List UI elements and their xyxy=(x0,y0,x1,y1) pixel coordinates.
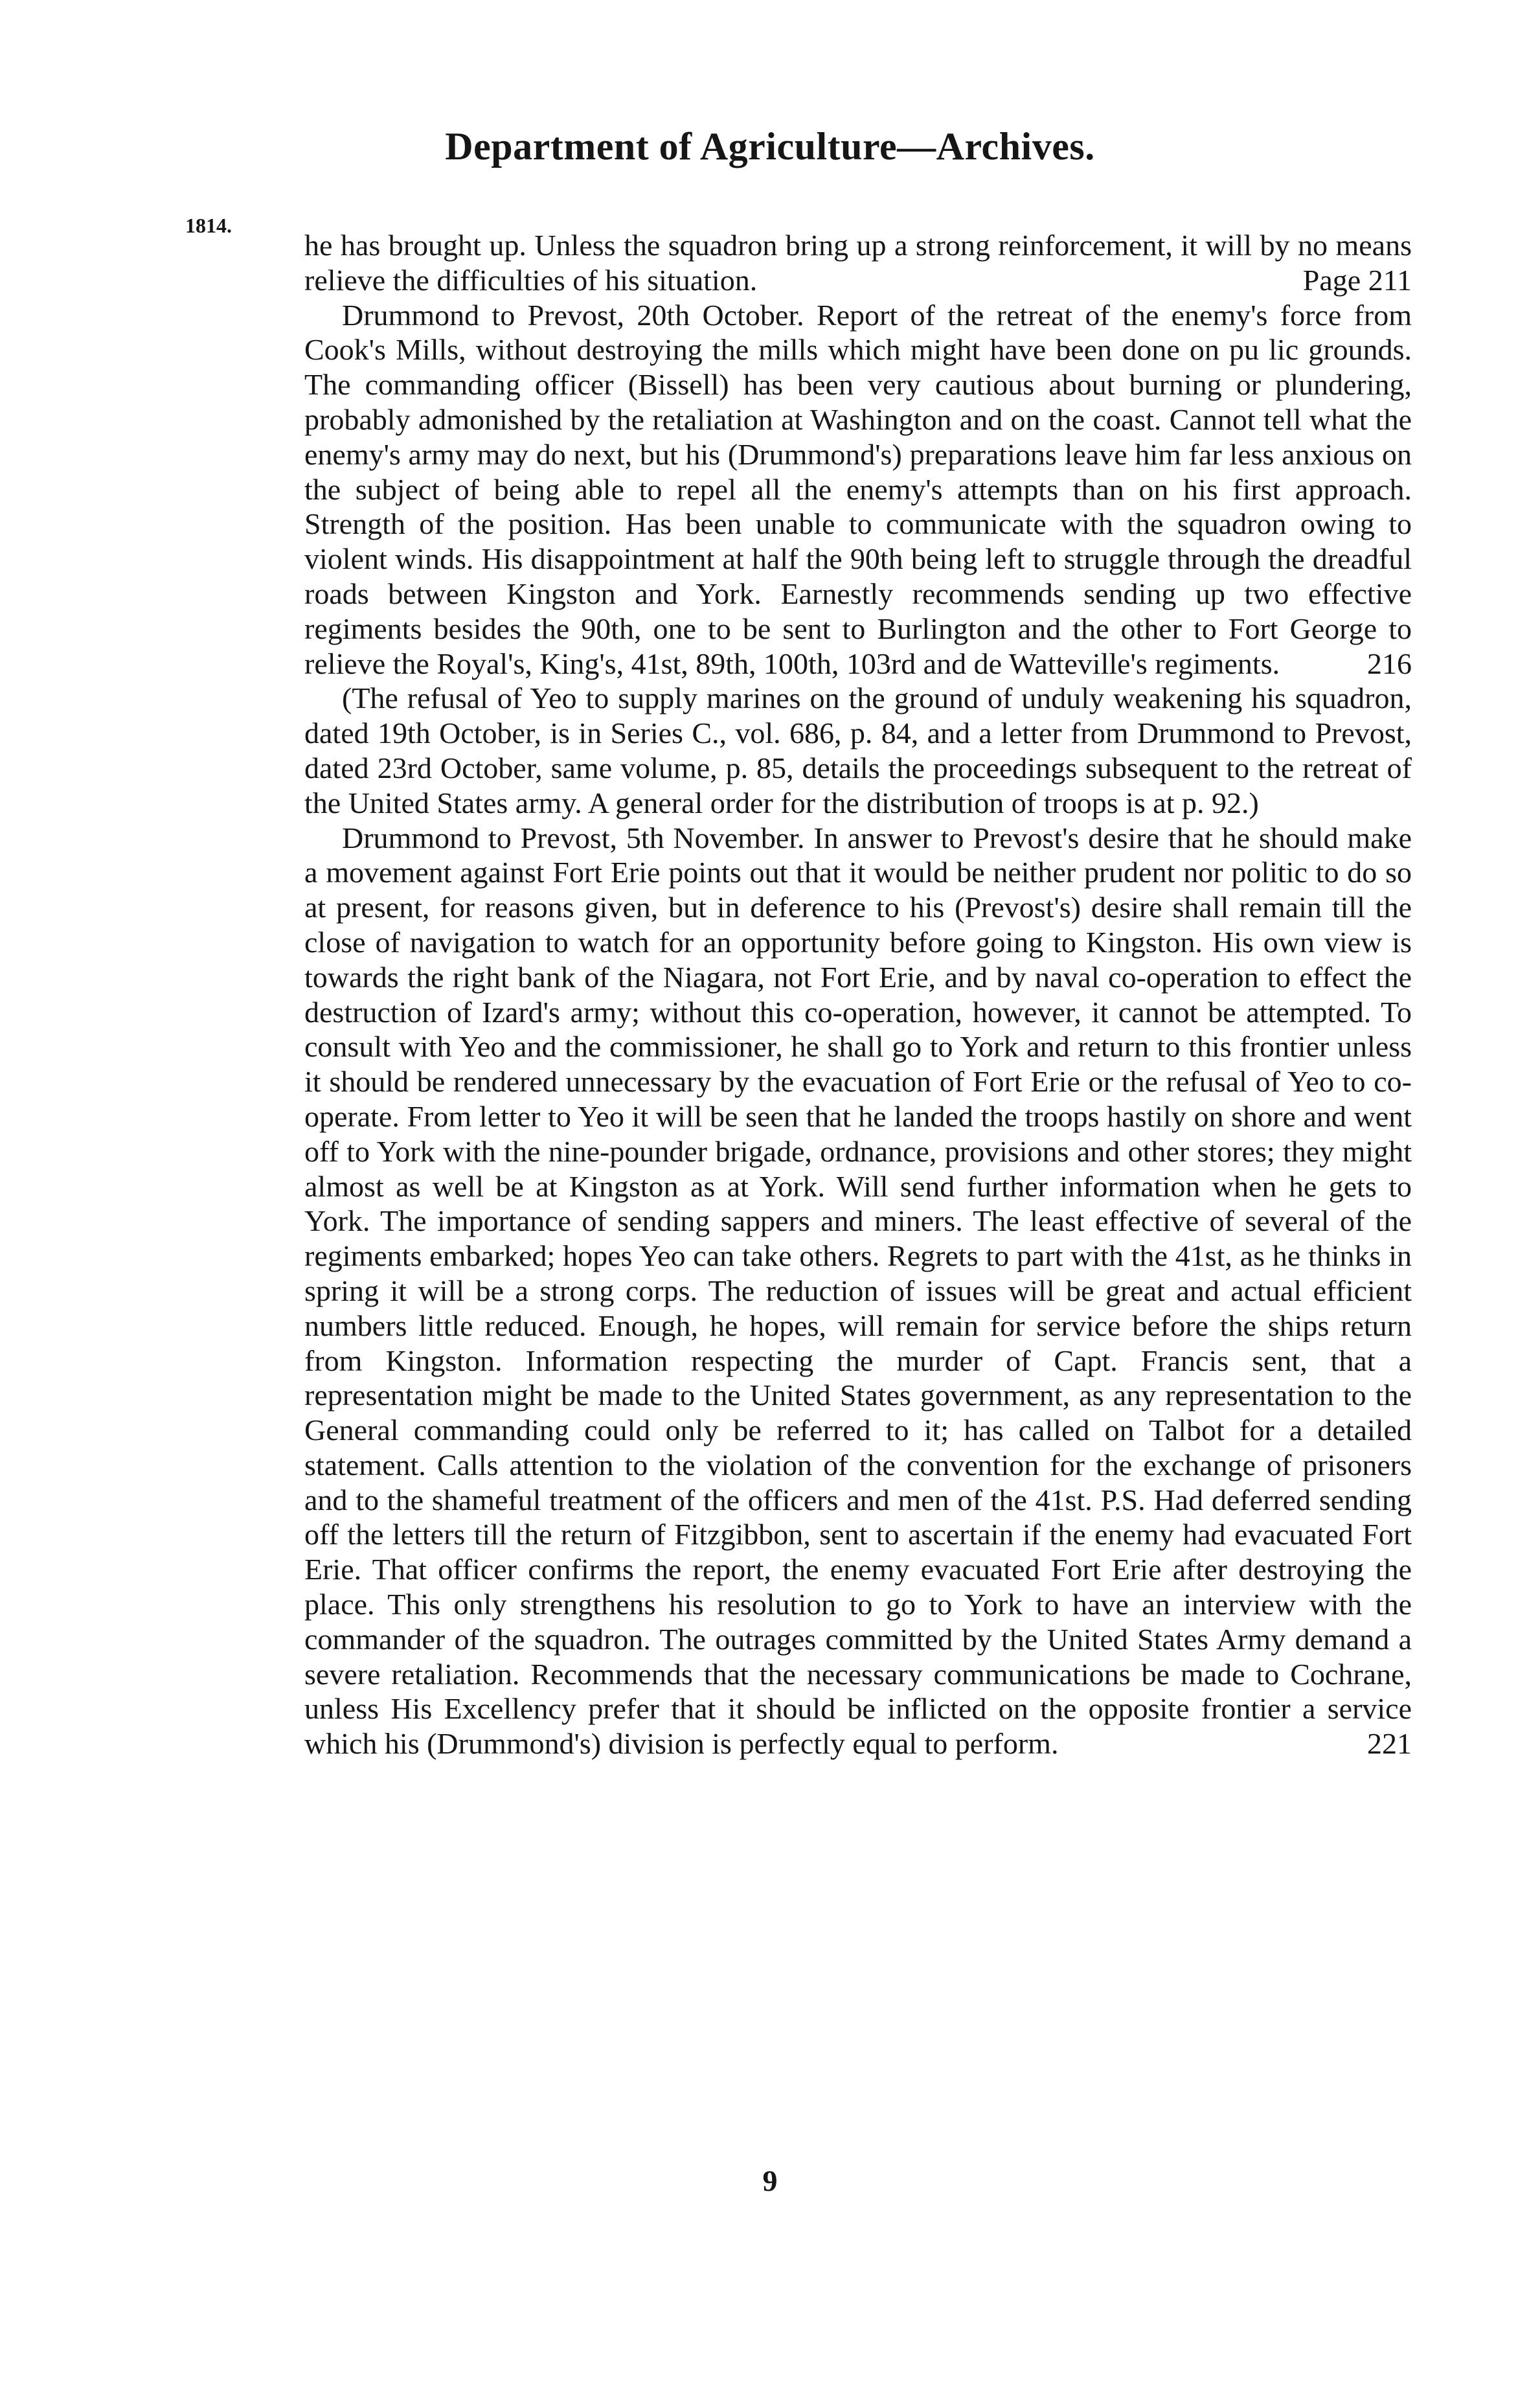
page-title: Department of Agriculture—Archives. xyxy=(445,125,1095,168)
paragraph-editorial-note xyxy=(304,681,1412,820)
page-number: 9 xyxy=(762,2164,778,2197)
document-body xyxy=(304,228,1412,1761)
margin-year: 1814. xyxy=(185,214,232,237)
paragraph-drummond-20th-october xyxy=(304,298,1412,681)
paragraph-text: Drummond to Prevost, 20th October. Report of the retreat of the enemy's force from Cook's Mills, without destroying the mills which might have been done on pu lic grounds. The commanding officer (Bissell) has been very cautious about burning or plundering, probably admonished by the retaliation at Washington and on the coast. Cannot tell what the enemy's army may do next, but his (Drummond's) preparations leave him far less anxious on the subject of being able to repel all the enemy's attempts than on his first approach. Strength of the position. Has been unable to communicate with the squadron owing to violent winds. His disappointment at half the 90th being left to struggle through the dreadful roads between Kingston and York. Earnestly recommends sending up two effective regiments besides the 90th, one to be sent to Burlington and the other to Fort George to relieve the Royal's, King's, 41st, 89th, 100th, 103rd and de Watteville's regiments. xyxy=(304,298,1412,680)
page-reference: 221 xyxy=(1367,1727,1412,1761)
paragraph-text: Drummond to Prevost, 5th November. In answer to Prevost's desire that he should make a movement against Fort Erie points out that it would be neither prudent nor politic to do so at present, for reasons given, but in deference to his (Prevost's) desire shall remain till the close of navigation to watch for an opportunity before going to Kingston. His own view is towards the right bank of the Niagara, not Fort Erie, and by naval co-operation to effect the destruction of Izard's army; without this co-operation, however, it cannot be attempted. To consult with Yeo and the commissioner, he shall go to York and return to this frontier unless it should be rendered unnecessary by the evacuation of Fort Erie or the refusal of Yeo to co-operate. From letter to Yeo it will be seen that he landed the troops hastily on shore and went off to York with the nine-pounder brigade, ordnance, provisions and other stores; they might almost as well be at Kingston as at York. Will send further information when he gets to York. The importance of sending sappers and miners. The least effective of several of the regiments embarked; hopes Yeo can take others. Regrets to part with the 41st, as he thinks in spring it will be a strong corps. The reduction of issues will be great and actual efficient numbers little reduced. Enough, he hopes, will remain for service before the ships return from Kingston. Information respecting the murder of Capt. Francis sent, that a representation might be made to the United States government, as any representation to the General commanding could only be referred to it; has called on Talbot for a detailed statement. Calls attention to the violation of the convention for the exchange of prisoners and to the shameful treatment of the officers and men of the 41st. P.S. Had deferred sending off the letters till the return of Fitzgibbon, sent to ascertain if the enemy had evacuated Fort Erie. That officer confirms the report, the enemy evacuated Fort Erie after destroying the place. This only strengthens his resolution to go to York to have an interview with the commander of the squadron. The outrages committed by the United States Army demand a severe retaliation. Recommends that the necessary communications be made to Cochrane, unless His Excellency prefer that it should be inflicted on the opposite frontier a service which his (Drummond's) division is perfectly equal to perform. xyxy=(304,821,1412,1761)
page-reference: Page 211 xyxy=(1302,263,1412,297)
paragraph-drummond-5th-november xyxy=(304,821,1412,1762)
paragraph-text: he has brought up. Unless the squadron bring up a strong reinforcement, it will by no means relieve the difficulties of his situation. xyxy=(304,229,1412,297)
page-reference: 216 xyxy=(1367,646,1412,680)
paragraph-continuation xyxy=(304,228,1412,298)
paragraph-text: (The refusal of Yeo to supply marines on the ground of unduly weakening his squadron, dated 19th October, is in Series C., vol. 686, p. 84, and a letter from Drummond to Prevost, dated 23rd October, same volume, p. 85, details the proceedings subsequent to the retreat of the United States army. A general order for the distribution of troops is at p. 92.) xyxy=(304,681,1412,819)
